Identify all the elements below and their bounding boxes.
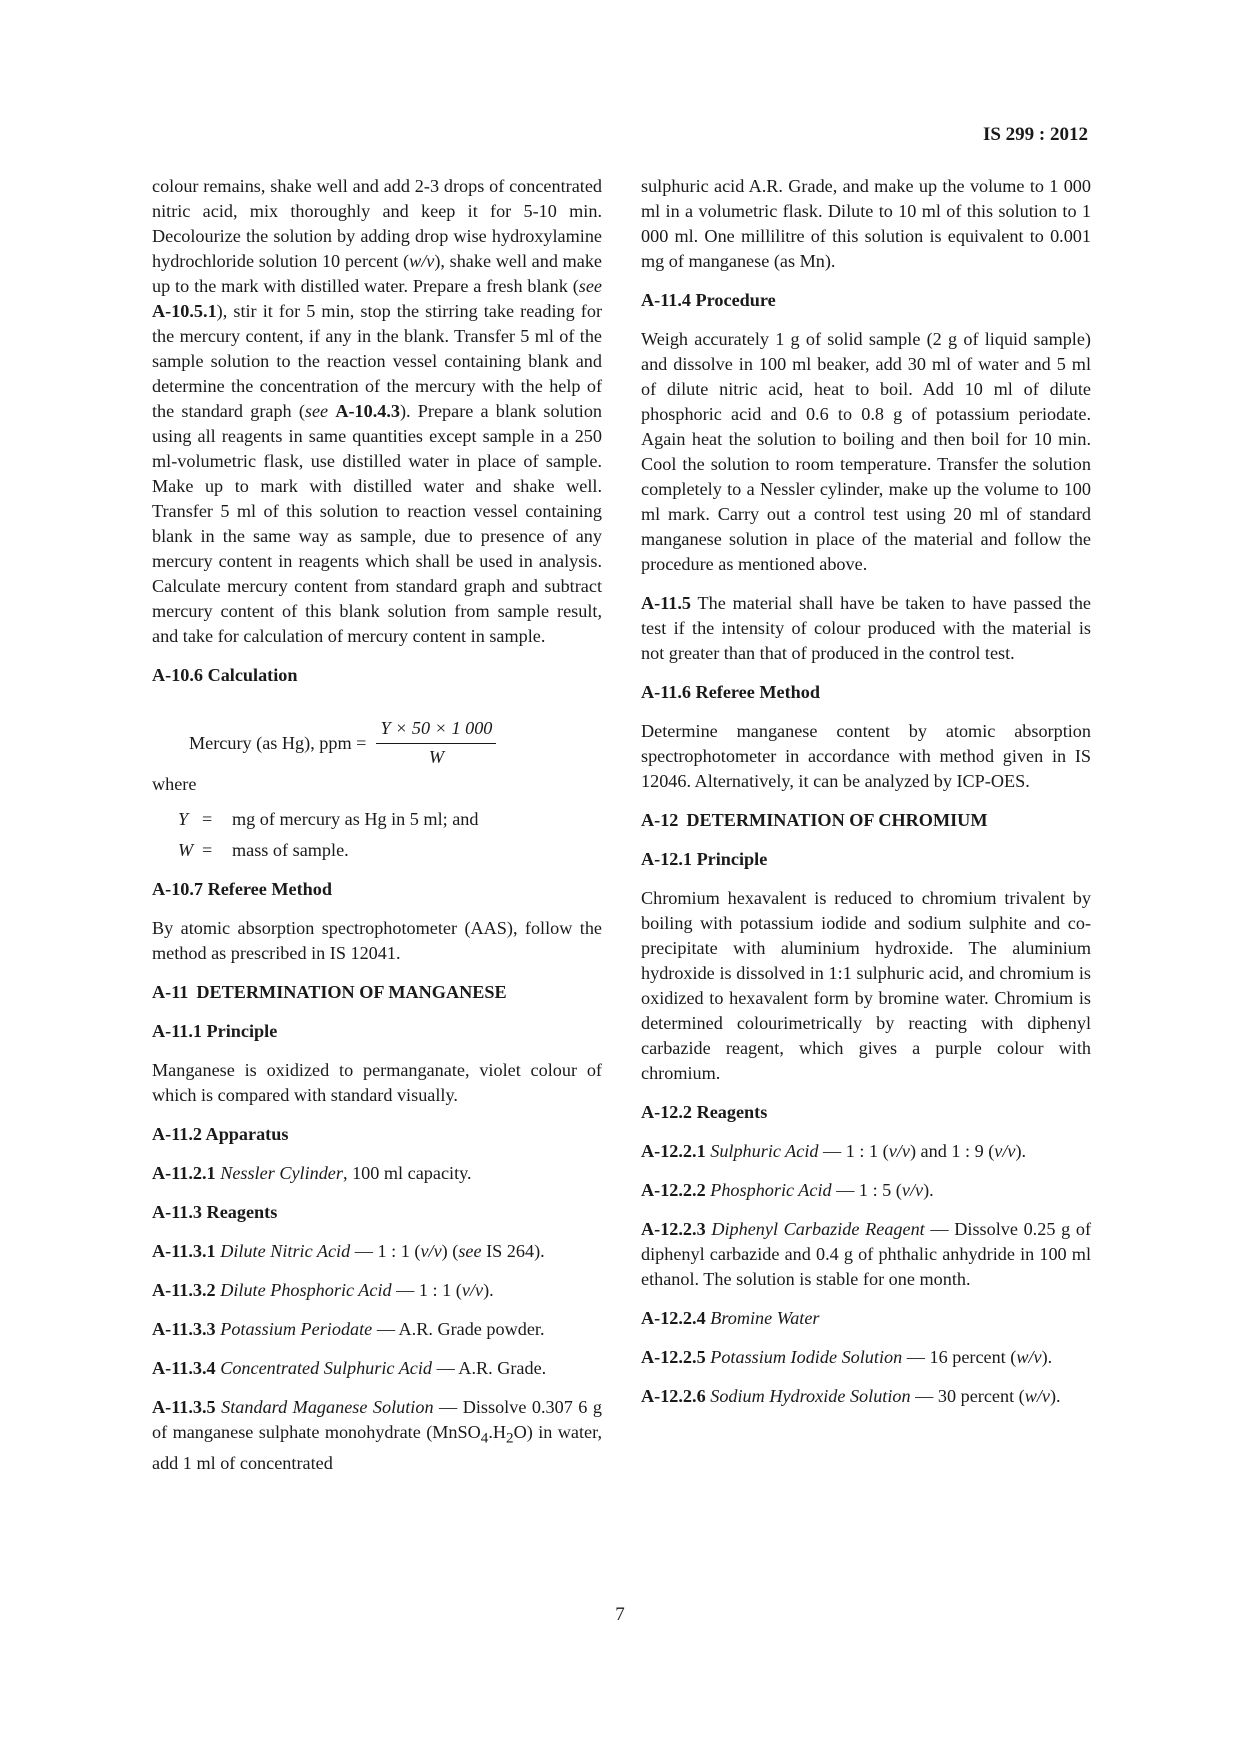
clause-title: Bromine Water [710, 1308, 820, 1328]
clause-a11-3-3 [152, 1317, 602, 1342]
heading-number: A-11 [152, 982, 189, 1002]
where-item [178, 838, 602, 863]
clause-text: ). [1041, 1347, 1053, 1367]
ratio-label: v/v [888, 1141, 910, 1161]
clause-number: A-12.2.3 [641, 1219, 706, 1239]
heading-a12 [641, 808, 1091, 833]
subscript: 2 [506, 1429, 514, 1447]
clause-number: A-12.2.6 [641, 1386, 706, 1406]
clause-a12-2-1 [641, 1139, 1091, 1164]
clause-text: ). [923, 1180, 934, 1200]
clause-number: A-11.3.3 [152, 1319, 216, 1339]
ratio-label: v/v [420, 1241, 442, 1261]
heading-a11-2: A-11.2 Apparatus [152, 1124, 289, 1144]
text-span: ), shake well and make up to the mark with distilled water. Prepare a fresh blank ( [152, 251, 602, 296]
heading-title: DETERMINATION OF MANGANESE [196, 982, 507, 1002]
clause-text: — A.R. Grade. [432, 1358, 547, 1378]
text-span: ). Prepare a blank solution using all reagents in same quantities except sample in a 250 ml-volumetric flask, use distilled water in place of sample. Make up to mark with distilled water and shake well. Transfer 5 ml of this solution to reaction vessel containing blank in the same way as sample, due to presence of any mercury content in reagents which shall be used in analysis. Calculate mercury content from standard graph and subtract mercury content of this blank solution from sample result, and take for calculation of mercury content in sample. [152, 401, 603, 646]
clause-title: Potassium Periodate [220, 1319, 373, 1339]
heading-title: DETERMINATION OF CHROMIUM [686, 810, 988, 830]
text-span: ), stir it for 5 min, stop the stirring take reading for the mercury content, if any in the blank. Transfer 5 ml of the sample solution to the reaction vessel containing blank and determine the concentration of the mercury with the help of the standard graph ( [152, 301, 602, 421]
see-label: see [578, 276, 602, 296]
clause-number: A-12.2.5 [641, 1347, 706, 1367]
clause-text: — Dissolve 0.307 6 g of manganese sulphate monohydrate (MnSO [152, 1397, 602, 1442]
formula-numerator: Y × 50 × 1 000 [376, 716, 496, 744]
heading-a12-2: A-12.2 Reagents [641, 1102, 768, 1122]
clause-number: A-11.3.2 [152, 1280, 216, 1300]
clause-title: Sodium Hydroxide Solution [710, 1386, 911, 1406]
ratio-label: w/v [1024, 1386, 1050, 1406]
clause-text: — 1 : 1 ( [818, 1141, 889, 1161]
heading-referee-method: A-10.7 Referee Method [152, 879, 332, 899]
clause-a12-2-4 [641, 1306, 1091, 1331]
clause-number: A-11.5 [641, 593, 692, 613]
clause-text: — 1 : 1 ( [391, 1280, 462, 1300]
paragraph-continuation-left [152, 174, 602, 649]
clause-a11-3-4 [152, 1356, 602, 1381]
paragraph-a12-1: Chromium hexavalent is reduced to chromium trivalent by boiling with potassium iodide and sodium sulphite and co-precipitate with aluminium hydroxide. The aluminium hydroxide is dissolved in 1:1 sulphuric acid, and chromium is oxidized to hexavalent form by bromine water. Chromium is determined colourimetrically by reacting with diphenyl carbazide reagent, which gives a purple colour with chromium. [641, 888, 1091, 1083]
clause-text: IS 264). [481, 1241, 545, 1261]
heading-a11 [152, 980, 602, 1005]
where-symbol: W [178, 840, 194, 860]
clause-a12-2-5 [641, 1345, 1091, 1370]
clause-title: Diphenyl Carbazide Reagent [711, 1219, 925, 1239]
clause-title: Sulphuric Acid [710, 1141, 819, 1161]
see-label: see [458, 1241, 482, 1261]
text-span: colour remains, shake well and add 2-3 drops of concentrated nitric acid, mix thoroughly and keep it for 5-10 min. Decolourize the solution by adding drop wise hydroxylamine hydrochloride solution 10 percent ( [152, 176, 602, 271]
clause-text: — 16 percent ( [902, 1347, 1017, 1367]
clause-title: Phosphoric Acid [710, 1180, 832, 1200]
where-text: mg of mercury as Hg in 5 ml; and [232, 809, 479, 829]
where-item [178, 807, 602, 832]
paragraph-a11-6: Determine manganese content by atomic absorption spectrophotometer in accordance with method given in IS 12046. Alternatively, it can be analyzed by ICP-OES. [641, 721, 1091, 791]
where-label: where [152, 774, 197, 794]
heading-a11-3: A-11.3 Reagents [152, 1202, 278, 1222]
ratio-label: v/v [994, 1141, 1016, 1161]
clause-text: — 1 : 1 ( [350, 1241, 421, 1261]
clause-title: Dilute Nitric Acid [220, 1241, 351, 1261]
clause-text: ). [1050, 1386, 1061, 1406]
clause-text: , 100 ml capacity. [342, 1163, 472, 1183]
heading-a11-4: A-11.4 Procedure [641, 290, 776, 310]
paragraph-continuation-right: sulphuric acid A.R. Grade, and make up the volume to 1 000 ml in a volumetric flask. Dilute to 10 ml of this solution to 1 000 ml. One millilitre of this solution is equivalent to 0.001 mg of manganese (as Mn). [641, 176, 1091, 271]
clause-title: Standard Maganese Solution [221, 1397, 434, 1417]
paragraph-a11-4: Weigh accurately 1 g of solid sample (2 g of liquid sample) and dissolve in 100 ml beaker, add 30 ml of water and 5 ml of dilute nitric acid, heat to boil. Add 10 ml of dilute phosphoric acid and 0.6 to 0.8 g of potassium periodate. Again heat the solution to boiling and then boil for 10 min. Cool the solution to room temperature. Transfer the solution completely to a Nessler cylinder, make up the volume to 100 ml mark. Carry out a control test using 20 ml of standard manganese solution in place of the material and follow the procedure as mentioned above. [641, 329, 1091, 574]
clause-text: — 1 : 5 ( [831, 1180, 902, 1200]
clause-a12-2-2 [641, 1178, 1091, 1203]
clause-title: Concentrated Sulphuric Acid [220, 1358, 433, 1378]
formula-fraction [376, 716, 496, 770]
subscript: 4 [480, 1429, 489, 1447]
clause-text: ) and 1 : 9 ( [909, 1141, 995, 1161]
clause-text: — Dissolve 0.25 g of diphenyl carbazide and 0.4 g of phthalic anhydride in 100 ml ethanol. The solution is stable for one month. [641, 1219, 1091, 1289]
clause-title: Nessler Cylinder [220, 1163, 343, 1183]
heading-a11-1: A-11.1 Principle [152, 1021, 278, 1041]
clause-text: ). [483, 1280, 494, 1300]
clause-a12-2-3 [641, 1217, 1091, 1292]
paragraph-a11-1: Manganese is oxidized to permanganate, violet colour of which is compared with standard visually. [152, 1060, 602, 1105]
clause-number: A-12.2.4 [641, 1308, 706, 1328]
heading-a12-1: A-12.1 Principle [641, 849, 768, 869]
see-label: see [304, 401, 329, 421]
formula-lhs: Mercury (as Hg), ppm = [189, 732, 367, 753]
clause-text: ). [1015, 1141, 1027, 1161]
clause-a11-2-1 [152, 1161, 602, 1186]
heading-number: A-12 [641, 810, 679, 830]
left-column [152, 174, 602, 1490]
ratio-label: v/v [901, 1180, 924, 1200]
clause-a11-3-1 [152, 1239, 602, 1264]
formula-mercury [189, 716, 602, 770]
clause-text: The material shall have be taken to have passed the test if the intensity of colour produced with the material is not greater than that of produced in the control test. [641, 593, 1091, 663]
clause-title: Dilute Phosphoric Acid [220, 1280, 392, 1300]
clause-number: A-11.3.1 [152, 1241, 216, 1261]
standard-number: IS 299 : 2012 [982, 124, 1088, 145]
clause-text: ) ( [441, 1241, 459, 1261]
clause-text: .H [488, 1422, 507, 1442]
where-text: mass of sample. [232, 840, 349, 860]
heading-a11-6: A-11.6 Referee Method [641, 682, 820, 702]
clause-reference: A-10.4.3 [335, 401, 400, 421]
clause-number: A-11.3.4 [152, 1358, 216, 1378]
formula-denominator: W [428, 747, 444, 767]
right-column [641, 174, 1091, 1423]
clause-number: A-12.2.1 [641, 1141, 706, 1161]
clause-a11-5 [641, 591, 1091, 666]
clause-reference: A-10.5.1 [152, 301, 217, 321]
clause-text: — A.R. Grade powder. [372, 1319, 545, 1339]
clause-a11-3-5 [152, 1395, 602, 1476]
page-number: 7 [615, 1604, 625, 1625]
ratio-label: w/v [1016, 1347, 1042, 1367]
clause-a11-3-2 [152, 1278, 602, 1303]
paragraph-referee: By atomic absorption spectrophotometer (AAS), follow the method as prescribed in IS 12041. [152, 918, 602, 963]
clause-number: A-11.2.1 [152, 1163, 216, 1183]
heading-calculation: A-10.6 Calculation [152, 665, 298, 685]
ratio-label: w/v [409, 251, 435, 271]
clause-text: O) in water, add 1 ml of concentrated [152, 1422, 603, 1473]
where-equals: = [202, 840, 213, 860]
ratio-label: v/v [461, 1280, 484, 1300]
clause-title: Potassium Iodide Solution [710, 1347, 903, 1367]
clause-number: A-12.2.2 [641, 1180, 706, 1200]
clause-number: A-11.3.5 [152, 1397, 216, 1417]
clause-text: — 30 percent ( [910, 1386, 1025, 1406]
clause-a12-2-6 [641, 1384, 1091, 1409]
where-equals: = [202, 809, 213, 829]
where-symbol: Y [178, 809, 189, 829]
